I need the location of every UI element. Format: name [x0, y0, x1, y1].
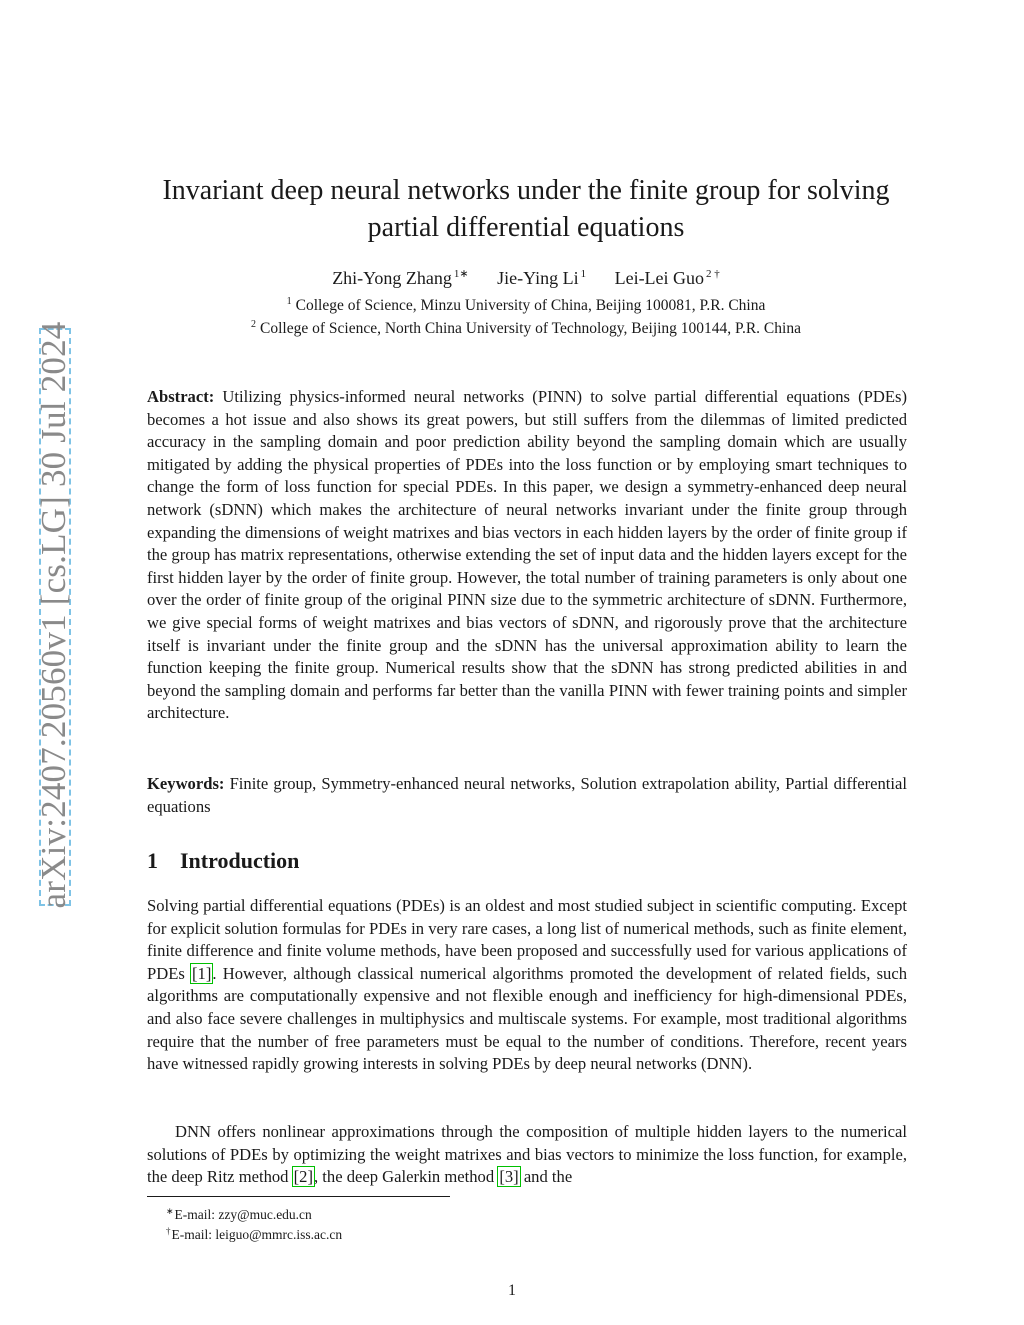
section-heading [147, 848, 299, 874]
footnote-mark: † [166, 1226, 171, 1236]
citation-link[interactable]: [1] [192, 963, 212, 983]
paragraph-text: and the [519, 1167, 573, 1187]
paragraph-text: . However, although classical numerical algorithms promoted the development of related fields, such algorithms are computationally expensive and not flexible enough and inefficiency for high-dimensional PDEs, and also face severe challenges in multiphysics and multiscale systems. For example, most traditional algorithms require that the number of free parameters must be equal to the number of conditions. Therefore, recent years have witnessed rapidly growing interests in solving PDEs by deep neural networks (DNN). [147, 963, 907, 1074]
paragraph-text: DNN offers nonlinear approximations through the composition of multiple hidden layers to the numerical solutions of PDEs by optimizing the weight matrixes and bias vectors to minimize the loss function, for example, the deep Ritz method [147, 1122, 907, 1187]
abstract-label: Abstract: [147, 387, 215, 406]
arxiv-identifier[interactable]: arXiv:2407.20560v1 [cs.LG] 30 Jul 2024 [34, 321, 73, 909]
author-list [130, 267, 922, 289]
author-mark: 2 † [706, 268, 720, 280]
affiliation-text: College of Science, North China University of Technology, Beijing 100144, P.R. China [260, 320, 801, 337]
affiliation [130, 319, 922, 338]
affiliation-mark: 1 [286, 296, 292, 307]
footnote [166, 1206, 312, 1223]
footnote-divider [147, 1196, 450, 1197]
paragraph-text: , the deep Galerkin method [313, 1167, 499, 1187]
author [497, 268, 586, 289]
footnote-text: E-mail: leiguo@mmrc.iss.ac.cn [171, 1227, 343, 1242]
author-name: Zhi-Yong Zhang [332, 268, 452, 288]
footnote-text: E-mail: zzy@muc.edu.cn [174, 1207, 312, 1222]
affiliation-text: College of Science, Minzu University of China, Beijing 100081, P.R. China [295, 297, 766, 314]
keywords-label: Keywords: [147, 774, 225, 793]
abstract-text: Utilizing physics-informed neural networks (PINN) to solve partial differential equations (PDEs) becomes a hot issue and also shows its great powers, but still suffers from the dilemmas of limited predicted accuracy in the sampling domain and poor prediction ability beyond the sampling domain which are usually mitigated by adding the physical properties of PDEs into the loss function or by employing smart techniques to change the form of loss function for special PDEs. In this paper, we design a symmetry-enhanced deep neural network (sDNN) which makes the architecture of neural networks invariant under the finite group through expanding the dimensions of weight matrixes and bias vectors in each hidden layers by the order of finite group if the group has matrix representations, otherwise extending the set of input data and the hidden layers except for the first hidden layer by the order of finite group. However, the total number of training parameters is only about one over the order of finite group of the original PINN size due to the symmetric architecture of sDNN. Furthermore, we give special forms of weight matrixes and bias vectors of sDNN, and rigorously prove that the architecture itself is invariant under the finite group and the sDNN has the universal approximation ability to learn the function keeping the finite group. Numerical results show that the sDNN has strong predicted abilities in and beyond the sampling domain and performs far better than the vanilla PINN with fewer training points and simpler architecture. [147, 387, 907, 723]
citation-link[interactable]: [3] [499, 1167, 519, 1187]
author [332, 267, 468, 289]
author-mark: 1∗ [453, 268, 469, 280]
author [615, 268, 720, 289]
section-number: 1 [147, 848, 158, 873]
intro-paragraph [147, 895, 907, 1076]
paragraph-text: Solving partial differential equations (PDEs) is an oldest and most studied subject in scientific computing. Except for explicit solution formulas for PDEs in very rare cases, a long list of numerical methods, such as finite element, finite difference and finite volume methods, have been proposed and successfully used for various applications of PDEs [147, 896, 907, 983]
author-mark: 1 [580, 268, 587, 280]
keywords-text: Finite group, Symmetry-enhanced neural networks, Solution extrapolation ability, Partial differential equations [147, 774, 907, 816]
paper-title: Invariant deep neural networks under the finite group for solving partial differential equations [162, 175, 890, 243]
footnote [166, 1226, 342, 1243]
affiliation [130, 296, 922, 315]
author-name: Jie-Ying Li [497, 268, 579, 288]
abstract [147, 386, 907, 725]
footnote-mark: ∗ [166, 1206, 174, 1216]
arxiv-stamp [34, 321, 73, 909]
citation-link[interactable]: [2] [293, 1167, 313, 1187]
author-name: Lei-Lei Guo [614, 268, 705, 288]
page-number: 1 [508, 1282, 516, 1299]
keywords [147, 773, 907, 818]
section-title: Introduction [180, 848, 300, 873]
affiliation-mark: 2 [251, 319, 257, 330]
intro-paragraph [147, 1121, 907, 1189]
